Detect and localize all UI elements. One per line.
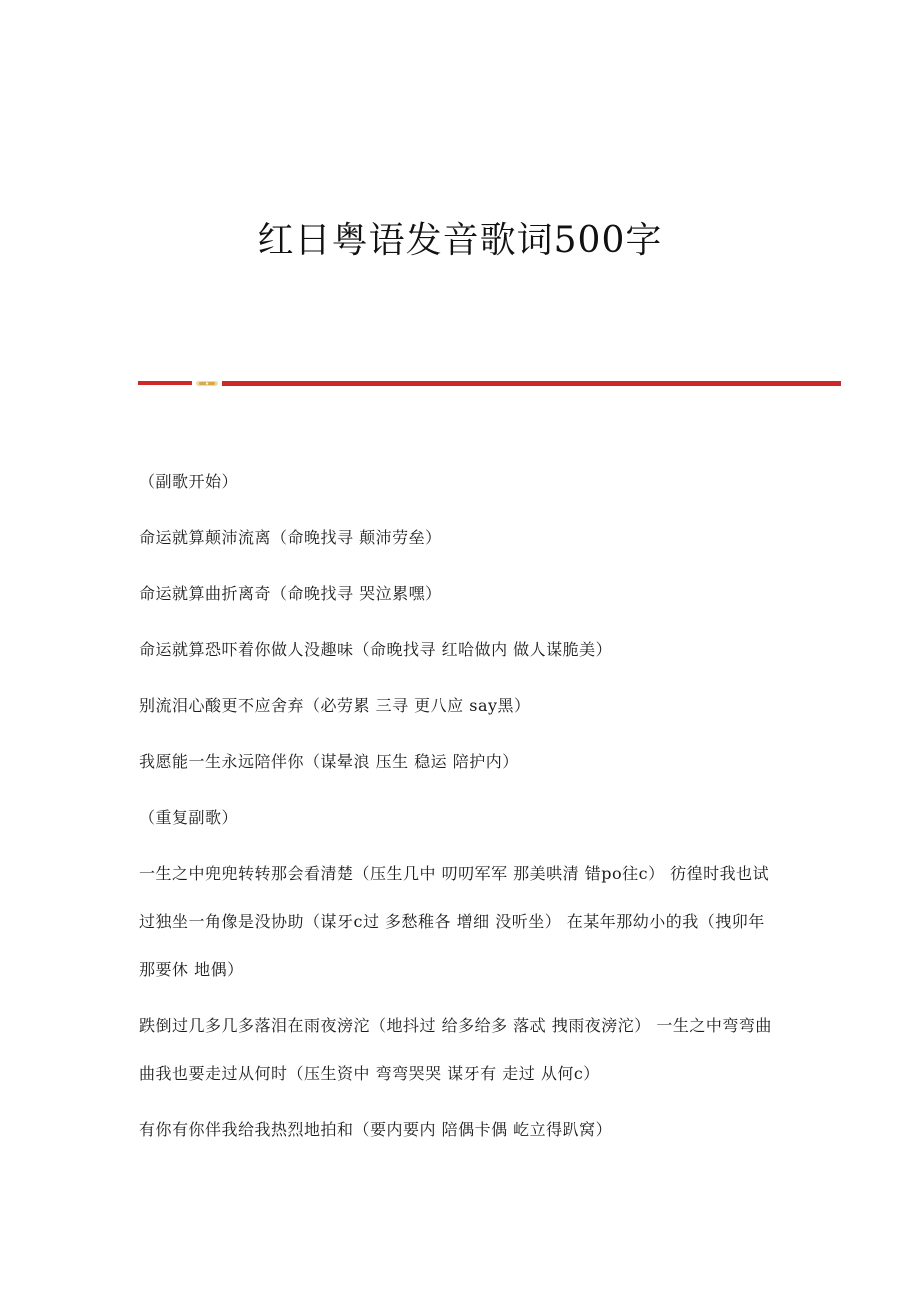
lyrics-body bbox=[139, 470, 779, 1174]
lyric-line: （重复副歌） bbox=[139, 808, 239, 827]
lyric-paragraph: 一生之中兜兜转转那会看清楚（压生几中 叨叨军军 那美哄清 错po往c） 彷徨时我也试过独坐一角像是没协助（谋牙c过 多愁稚各 增细 没听坐） 在某年那幼小的我（拽卯年 那要休 地偶） bbox=[139, 864, 770, 979]
lyric-paragraph: 跌倒过几多几多落泪在雨夜滂沱（地抖过 给多给多 落忒 拽雨夜滂沱） 一生之中弯弯曲曲我也要走过从何时（压生资中 弯弯哭哭 谋牙有 走过 从何c） bbox=[139, 1016, 772, 1083]
title-divider bbox=[138, 380, 841, 388]
document-title: 红日粤语发音歌词500字 bbox=[257, 220, 663, 261]
lyric-line: 别流泪心酸更不应舍弃（必劳累 三寻 更八应 say黑） bbox=[139, 696, 531, 715]
lyric-line: 命运就算恐吓着你做人没趣味（命晚找寻 红哈做内 做人谋脆美） bbox=[139, 640, 613, 659]
lyric-line: 我愿能一生永远陪伴你（谋晕浪 压生 稳运 陪护内） bbox=[139, 752, 519, 771]
lyric-line: 命运就算颠沛流离（命晚找寻 颠沛劳垒） bbox=[139, 528, 442, 547]
divider-bar-right bbox=[222, 381, 841, 386]
lyric-line: （副歌开始） bbox=[139, 472, 239, 491]
divider-bar-left bbox=[138, 381, 192, 385]
lyric-line: 命运就算曲折离奇（命晚找寻 哭泣累嘿） bbox=[139, 584, 442, 603]
divider-ornament-icon bbox=[196, 380, 218, 387]
lyric-line: 有你有你伴我给我热烈地拍和（要内要内 陪偶卡偶 屹立得趴窝） bbox=[139, 1120, 613, 1139]
